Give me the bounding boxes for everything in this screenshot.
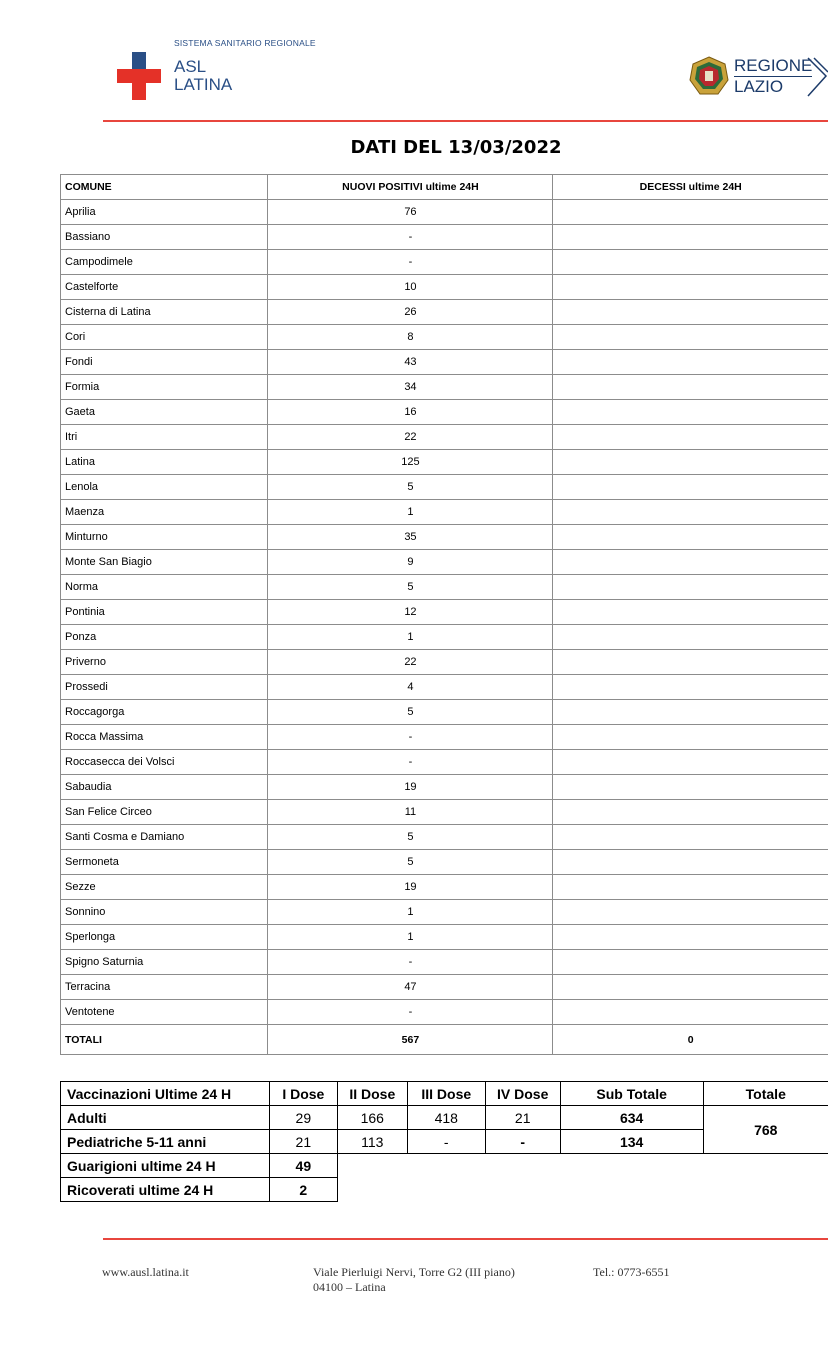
vax-header-totale: Totale xyxy=(703,1082,828,1106)
cell-positivi: 5 xyxy=(268,575,553,600)
cell-decessi xyxy=(553,550,828,575)
adulti-sub: 634 xyxy=(560,1106,703,1130)
cell-decessi xyxy=(553,650,828,675)
cell-decessi xyxy=(553,875,828,900)
ricoverati-label: Ricoverati ultime 24 H xyxy=(61,1178,270,1202)
table-row xyxy=(61,750,828,775)
cell-comune: Lenola xyxy=(61,475,268,500)
cell-comune: Cisterna di Latina xyxy=(61,300,268,325)
cell-positivi: 19 xyxy=(268,775,553,800)
address-line1: Viale Pierluigi Nervi, Torre G2 (III piano) xyxy=(313,1265,515,1279)
cell-decessi xyxy=(553,400,828,425)
cell-positivi: 4 xyxy=(268,675,553,700)
cell-comune: Monte San Biagio xyxy=(61,550,268,575)
cell-comune: Minturno xyxy=(61,525,268,550)
cell-comune: Santi Cosma e Damiano xyxy=(61,825,268,850)
cell-comune: Bassiano xyxy=(61,225,268,250)
cell-positivi: 76 xyxy=(268,200,553,225)
cell-positivi: 43 xyxy=(268,350,553,375)
table-header-row xyxy=(61,175,828,200)
cell-comune: Formia xyxy=(61,375,268,400)
cell-positivi: - xyxy=(268,225,553,250)
cell-comune: Latina xyxy=(61,450,268,475)
footer-tel: Tel.: 0773-6551 xyxy=(593,1265,670,1279)
cell-decessi xyxy=(553,425,828,450)
vax-totale: 768 xyxy=(703,1106,828,1154)
table-row xyxy=(61,225,828,250)
guarigioni-label: Guarigioni ultime 24 H xyxy=(61,1154,270,1178)
cell-positivi: 9 xyxy=(268,550,553,575)
vax-row-adulti xyxy=(61,1106,828,1130)
cell-comune: Aprilia xyxy=(61,200,268,225)
cell-positivi: 11 xyxy=(268,800,553,825)
vax-header-row xyxy=(61,1082,828,1106)
cell-comune: Pontinia xyxy=(61,600,268,625)
cell-positivi: 1 xyxy=(268,900,553,925)
cell-comune: Sperlonga xyxy=(61,925,268,950)
cell-positivi: 125 xyxy=(268,450,553,475)
cell-decessi xyxy=(553,725,828,750)
cell-decessi xyxy=(553,275,828,300)
regione-lazio-text xyxy=(734,56,812,97)
cell-decessi xyxy=(553,350,828,375)
cell-positivi: 16 xyxy=(268,400,553,425)
ricoverati-value: 2 xyxy=(269,1178,337,1202)
cell-decessi xyxy=(553,600,828,625)
cell-decessi xyxy=(553,200,828,225)
cell-positivi: 5 xyxy=(268,850,553,875)
footer-divider xyxy=(103,1238,828,1240)
cell-comune: Sermoneta xyxy=(61,850,268,875)
cell-decessi xyxy=(553,750,828,775)
cell-comune: Sabaudia xyxy=(61,775,268,800)
header-decessi: DECESSI ultime 24H xyxy=(553,175,828,200)
cell-positivi: 8 xyxy=(268,325,553,350)
cell-comune: Norma xyxy=(61,575,268,600)
cell-comune: Prossedi xyxy=(61,675,268,700)
asl-cross-logo-icon xyxy=(117,52,161,100)
asl-subtitle: SISTEMA SANITARIO REGIONALE xyxy=(174,38,316,48)
cell-comune: Ponza xyxy=(61,625,268,650)
vax-header-label: Vaccinazioni Ultime 24 H xyxy=(61,1082,270,1106)
cell-decessi xyxy=(553,825,828,850)
vax-header-d4: IV Dose xyxy=(485,1082,560,1106)
adulti-d2: 166 xyxy=(337,1106,407,1130)
cell-comune: Sezze xyxy=(61,875,268,900)
table-row xyxy=(61,575,828,600)
cell-decessi xyxy=(553,925,828,950)
cell-positivi: 1 xyxy=(268,625,553,650)
header-comune: COMUNE xyxy=(61,175,268,200)
cell-decessi xyxy=(553,375,828,400)
table-row xyxy=(61,550,828,575)
cell-positivi: 1 xyxy=(268,925,553,950)
cell-comune: Rocca Massima xyxy=(61,725,268,750)
page-title: DATI DEL 13/03/2022 xyxy=(350,137,562,158)
totals-decessi: 0 xyxy=(553,1025,828,1055)
table-row xyxy=(61,1000,828,1025)
cell-comune: Spigno Saturnia xyxy=(61,950,268,975)
cell-decessi xyxy=(553,975,828,1000)
table-row xyxy=(61,925,828,950)
cell-decessi xyxy=(553,475,828,500)
cell-positivi: 5 xyxy=(268,825,553,850)
vax-header-d3: III Dose xyxy=(407,1082,485,1106)
cell-decessi xyxy=(553,450,828,475)
table-row xyxy=(61,450,828,475)
cell-comune: San Felice Circeo xyxy=(61,800,268,825)
header-divider xyxy=(103,120,828,122)
cell-decessi xyxy=(553,900,828,925)
table-row xyxy=(61,500,828,525)
table-row xyxy=(61,650,828,675)
table-row xyxy=(61,400,828,425)
cell-positivi: 34 xyxy=(268,375,553,400)
table-row xyxy=(61,525,828,550)
address-line2: 04100 – Latina xyxy=(313,1280,386,1294)
cell-comune: Roccasecca dei Volsci xyxy=(61,750,268,775)
cell-decessi xyxy=(553,250,828,275)
cell-positivi: 26 xyxy=(268,300,553,325)
cell-positivi: 35 xyxy=(268,525,553,550)
table-row xyxy=(61,250,828,275)
table-row xyxy=(61,350,828,375)
table-row xyxy=(61,700,828,725)
table-row xyxy=(61,800,828,825)
cell-comune: Priverno xyxy=(61,650,268,675)
footer-website[interactable]: www.ausl.latina.it xyxy=(102,1265,189,1279)
totals-label: TOTALI xyxy=(61,1025,268,1055)
table-row xyxy=(61,275,828,300)
cell-positivi: 22 xyxy=(268,425,553,450)
cell-positivi: - xyxy=(268,750,553,775)
guarigioni-value: 49 xyxy=(269,1154,337,1178)
cell-positivi: 5 xyxy=(268,700,553,725)
pediatriche-d2: 113 xyxy=(337,1130,407,1154)
cell-positivi: 47 xyxy=(268,975,553,1000)
table-row xyxy=(61,950,828,975)
cell-comune: Itri xyxy=(61,425,268,450)
header-positivi: NUOVI POSITIVI ultime 24H xyxy=(268,175,553,200)
asl-logo-text xyxy=(174,58,232,94)
vax-header-d2: II Dose xyxy=(337,1082,407,1106)
cell-positivi: - xyxy=(268,950,553,975)
table-row xyxy=(61,300,828,325)
adulti-label: Adulti xyxy=(61,1106,270,1130)
lazio-line1: REGIONE xyxy=(734,56,813,75)
table-row xyxy=(61,775,828,800)
adulti-d3: 418 xyxy=(407,1106,485,1130)
cell-decessi xyxy=(553,850,828,875)
cell-comune: Castelforte xyxy=(61,275,268,300)
cell-decessi xyxy=(553,700,828,725)
guarigioni-row xyxy=(61,1154,828,1178)
cell-comune: Gaeta xyxy=(61,400,268,425)
cell-comune: Cori xyxy=(61,325,268,350)
cell-comune: Ventotene xyxy=(61,1000,268,1025)
cell-positivi: 19 xyxy=(268,875,553,900)
asl-line1: ASL xyxy=(174,57,207,76)
table-row xyxy=(61,425,828,450)
footer-address xyxy=(313,1265,515,1295)
cell-decessi xyxy=(553,950,828,975)
cell-positivi: - xyxy=(268,1000,553,1025)
cell-decessi xyxy=(553,775,828,800)
adulti-d1: 29 xyxy=(269,1106,337,1130)
lazio-line2: LAZIO xyxy=(734,77,784,96)
cell-comune: Roccagorga xyxy=(61,700,268,725)
table-row xyxy=(61,200,828,225)
cell-decessi xyxy=(553,575,828,600)
cell-positivi: - xyxy=(268,725,553,750)
cell-positivi: 5 xyxy=(268,475,553,500)
cell-decessi xyxy=(553,675,828,700)
cell-comune: Fondi xyxy=(61,350,268,375)
table-row xyxy=(61,850,828,875)
vax-header-d1: I Dose xyxy=(269,1082,337,1106)
table-row xyxy=(61,475,828,500)
table-row xyxy=(61,600,828,625)
table-row xyxy=(61,675,828,700)
cell-decessi xyxy=(553,325,828,350)
table-row xyxy=(61,375,828,400)
cell-positivi: 10 xyxy=(268,275,553,300)
pediatriche-d3: - xyxy=(407,1130,485,1154)
positivi-table xyxy=(60,174,828,1055)
table-row xyxy=(61,875,828,900)
cell-decessi xyxy=(553,1000,828,1025)
asl-line2: LATINA xyxy=(174,75,233,94)
cell-decessi xyxy=(553,800,828,825)
pediatriche-d1: 21 xyxy=(269,1130,337,1154)
pediatriche-label: Pediatriche 5-11 anni xyxy=(61,1130,270,1154)
table-row xyxy=(61,825,828,850)
adulti-d4: 21 xyxy=(485,1106,560,1130)
cell-comune: Campodimele xyxy=(61,250,268,275)
vax-header-sub: Sub Totale xyxy=(560,1082,703,1106)
table-row xyxy=(61,625,828,650)
cell-decessi xyxy=(553,500,828,525)
table-row xyxy=(61,725,828,750)
pediatriche-sub: 134 xyxy=(560,1130,703,1154)
cell-decessi xyxy=(553,225,828,250)
totals-row xyxy=(61,1025,828,1055)
regione-lazio-arrow-icon xyxy=(806,56,828,98)
page-header xyxy=(0,0,828,125)
cell-comune: Sonnino xyxy=(61,900,268,925)
cell-comune: Maenza xyxy=(61,500,268,525)
cell-positivi: 1 xyxy=(268,500,553,525)
cell-decessi xyxy=(553,525,828,550)
totals-positivi: 567 xyxy=(268,1025,553,1055)
pediatriche-d4: - xyxy=(485,1130,560,1154)
ricoverati-row xyxy=(61,1178,828,1202)
vaccinazioni-table xyxy=(60,1081,828,1202)
cell-positivi: - xyxy=(268,250,553,275)
table-row xyxy=(61,900,828,925)
cell-decessi xyxy=(553,300,828,325)
cell-positivi: 22 xyxy=(268,650,553,675)
table-row xyxy=(61,975,828,1000)
table-row xyxy=(61,325,828,350)
cell-decessi xyxy=(553,625,828,650)
cell-positivi: 12 xyxy=(268,600,553,625)
cell-comune: Terracina xyxy=(61,975,268,1000)
regione-lazio-emblem-icon xyxy=(689,56,729,98)
